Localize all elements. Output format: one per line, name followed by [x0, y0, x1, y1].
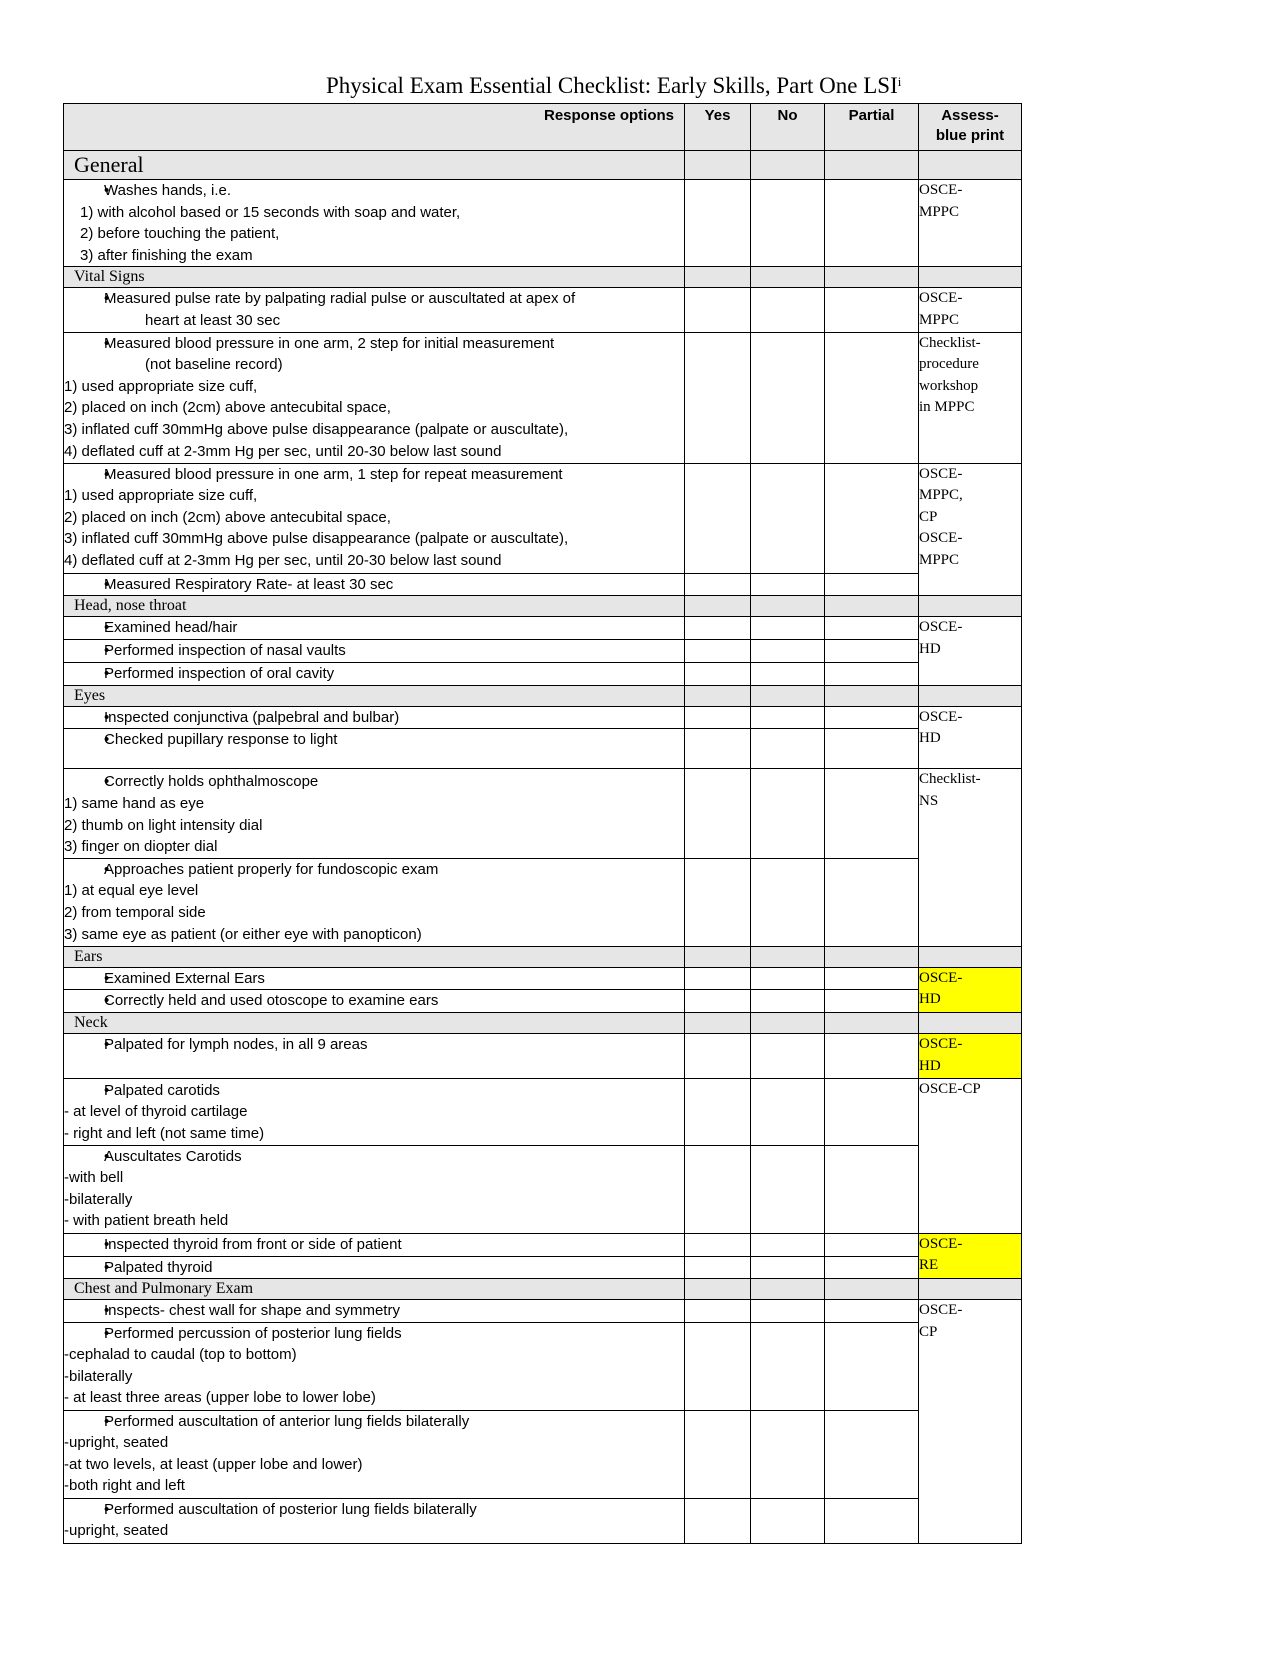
checklist-row-nasal — [64, 639, 1022, 662]
partial-cell[interactable] — [825, 639, 919, 662]
yes-cell[interactable] — [685, 1410, 751, 1498]
no-cell[interactable] — [751, 332, 825, 463]
partial-cell[interactable] — [825, 1145, 919, 1233]
section-row-ears — [64, 946, 1022, 967]
item-text: • Measured pulse rate by palpating radial pulse or auscultated at apex of heart at least 30 sec — [64, 288, 685, 332]
yes-cell[interactable] — [685, 1233, 751, 1256]
item-text: • Measured blood pressure in one arm, 1 step for repeat measurement 1) used appropriate size cuff, 2) placed on inch (2cm) above antecubital space, 3) inflated cuff 30mmHg above pulse disappearance (palpate or auscultate), 4) deflated cuff at 2-3mm Hg per sec, until 20-30 below last sound — [64, 463, 685, 573]
yes-cell[interactable] — [685, 1145, 751, 1233]
item-text: • Checked pupillary response to light — [64, 729, 685, 769]
item-text: • Performed inspection of nasal vaults — [64, 639, 685, 662]
page-title: Physical Exam Essential Checklist: Early Skills, Part One LSI$^i$ — [326, 73, 902, 98]
no-cell[interactable] — [751, 1498, 825, 1543]
no-cell[interactable] — [751, 729, 825, 769]
item-text: • Palpated thyroid — [64, 1256, 685, 1279]
assess-blueprint-header: Assess- blue print — [919, 104, 1022, 151]
no-cell[interactable] — [751, 967, 825, 990]
yes-cell[interactable] — [685, 639, 751, 662]
blueprint-cell: OSCE-CP — [919, 1078, 1022, 1233]
section-title: Ears — [64, 946, 685, 967]
yes-cell[interactable] — [685, 617, 751, 640]
blueprint-cell-highlighted: OSCE- HD — [919, 1034, 1022, 1078]
no-cell[interactable] — [751, 858, 825, 946]
partial-cell[interactable] — [825, 180, 919, 267]
response-options-header: Response options — [64, 104, 685, 151]
partial-cell[interactable] — [825, 1322, 919, 1410]
yes-cell[interactable] — [685, 1498, 751, 1543]
partial-cell[interactable] — [825, 1078, 919, 1145]
partial-cell[interactable] — [825, 1300, 919, 1323]
no-cell[interactable] — [751, 662, 825, 685]
no-cell[interactable] — [751, 1256, 825, 1279]
section-title: Head, nose throat — [64, 596, 685, 617]
yes-cell[interactable] — [685, 967, 751, 990]
partial-cell[interactable] — [825, 662, 919, 685]
checklist-row-palpated-thyroid — [64, 1256, 1022, 1279]
checklist-row-conjunctiva — [64, 706, 1022, 729]
yes-cell[interactable] — [685, 1322, 751, 1410]
partial-cell[interactable] — [825, 967, 919, 990]
yes-cell[interactable] — [685, 769, 751, 858]
item-text: • Auscultates Carotids -with bell -bilaterally - with patient breath held — [64, 1145, 685, 1233]
item-text: • Performed percussion of posterior lung fields -cephalad to caudal (top to bottom) -bilaterally - at least three areas (upper lobe to lower lobe) — [64, 1322, 685, 1410]
section-title: Neck — [64, 1013, 685, 1034]
item-text: • Examined External Ears — [64, 967, 685, 990]
partial-cell[interactable] — [825, 729, 919, 769]
no-cell[interactable] — [751, 1145, 825, 1233]
section-title: Eyes — [64, 685, 685, 706]
yes-cell[interactable] — [685, 990, 751, 1013]
checklist-row-posterior-auscultation — [64, 1498, 1022, 1543]
checklist-row-chest-wall — [64, 1300, 1022, 1323]
blueprint-cell: Checklist- procedure workshop in MPPC — [919, 332, 1022, 463]
blueprint-cell: OSCE- MPPC — [919, 180, 1022, 267]
yes-cell[interactable] — [685, 706, 751, 729]
no-cell[interactable] — [751, 573, 825, 596]
no-cell[interactable] — [751, 1322, 825, 1410]
item-text: • Inspected thyroid from front or side of patient — [64, 1233, 685, 1256]
section-row-chest — [64, 1279, 1022, 1300]
item-text: • Performed auscultation of anterior lung fields bilaterally -upright, seated -at two levels, at least (upper lobe and lower) -both right and left — [64, 1410, 685, 1498]
yes-cell[interactable] — [685, 1300, 751, 1323]
blueprint-cell: Checklist- NS — [919, 769, 1022, 946]
item-text: • Approaches patient properly for fundoscopic exam 1) at equal eye level 2) from temporal side 3) same eye as patient (or either eye with panopticon) — [64, 858, 685, 946]
checklist-row-anterior-auscultation — [64, 1410, 1022, 1498]
item-text: • Palpated for lymph nodes, in all 9 areas — [64, 1034, 685, 1078]
item-text: • Measured blood pressure in one arm, 2 step for initial measurement (not baseline record) 1) used appropriate size cuff, 2) placed on inch (2cm) above antecubital space, 3) inflated cuff 30mmHg above pulse disappearance (palpate or auscultate), 4) deflated cuff at 2-3mm Hg per sec, until 20-30 below last sound — [64, 332, 685, 463]
yes-cell[interactable] — [685, 858, 751, 946]
item-text: • Performed auscultation of posterior lung fields bilaterally -upright, seated — [64, 1498, 685, 1543]
no-cell[interactable] — [751, 1233, 825, 1256]
checklist-table — [63, 103, 1022, 1544]
item-text: • Inspects- chest wall for shape and symmetry — [64, 1300, 685, 1323]
item-text: • Measured Respiratory Rate- at least 30 sec — [64, 573, 685, 596]
partial-cell[interactable] — [825, 769, 919, 858]
partial-cell[interactable] — [825, 1410, 919, 1498]
checklist-row-percussion — [64, 1322, 1022, 1410]
item-text: • Palpated carotids - at level of thyroid cartilage - right and left (not same time) — [64, 1078, 685, 1145]
no-cell[interactable] — [751, 288, 825, 332]
header-row — [64, 104, 1022, 151]
partial-cell[interactable] — [825, 288, 919, 332]
blueprint-cell-highlighted: OSCE- RE — [919, 1233, 1022, 1279]
checklist-row-otoscope — [64, 990, 1022, 1013]
yes-cell[interactable] — [685, 1078, 751, 1145]
no-cell[interactable] — [751, 1078, 825, 1145]
no-cell[interactable] — [751, 639, 825, 662]
section-title: General — [64, 151, 685, 180]
blueprint-cell: OSCE- MPPC, CP OSCE- MPPC — [919, 463, 1022, 596]
partial-cell[interactable] — [825, 1233, 919, 1256]
section-row-eyes — [64, 685, 1022, 706]
blueprint-cell-highlighted: OSCE- HD — [919, 967, 1022, 1013]
item-text: • Correctly held and used otoscope to examine ears — [64, 990, 685, 1013]
yes-cell[interactable] — [685, 729, 751, 769]
item-text: • Examined head/hair — [64, 617, 685, 640]
partial-header: Partial — [825, 104, 919, 151]
checklist-row-lymph-nodes — [64, 1034, 1022, 1078]
partial-cell[interactable] — [825, 706, 919, 729]
checklist-row-bp-repeat — [64, 463, 1022, 573]
blueprint-cell: OSCE- CP — [919, 1300, 1022, 1544]
no-header: No — [751, 104, 825, 151]
checklist-row-external-ears — [64, 967, 1022, 990]
section-title: Chest and Pulmonary Exam — [64, 1279, 685, 1300]
blueprint-cell: OSCE- HD — [919, 617, 1022, 686]
blueprint-cell: OSCE- MPPC — [919, 288, 1022, 332]
checklist-row-head-hair — [64, 617, 1022, 640]
partial-cell[interactable] — [825, 990, 919, 1013]
partial-cell[interactable] — [825, 463, 919, 573]
section-title: Vital Signs — [64, 267, 685, 288]
checklist-row-wash-hands — [64, 180, 1022, 267]
checklist-row-pupillary — [64, 729, 1022, 769]
no-cell[interactable] — [751, 706, 825, 729]
yes-cell[interactable] — [685, 463, 751, 573]
yes-cell[interactable] — [685, 662, 751, 685]
blueprint-cell: OSCE- HD — [919, 706, 1022, 769]
partial-cell[interactable] — [825, 573, 919, 596]
yes-cell[interactable] — [685, 332, 751, 463]
checklist-row-inspected-thyroid — [64, 1233, 1022, 1256]
checklist-row-bp-initial — [64, 332, 1022, 463]
section-row-head — [64, 596, 1022, 617]
partial-cell[interactable] — [825, 1498, 919, 1543]
no-cell[interactable] — [751, 769, 825, 858]
checklist-row-oral — [64, 662, 1022, 685]
no-cell[interactable] — [751, 463, 825, 573]
partial-cell[interactable] — [825, 332, 919, 463]
checklist-row-palpated-carotids — [64, 1078, 1022, 1145]
no-cell[interactable] — [751, 990, 825, 1013]
item-text: • Correctly holds ophthalmoscope 1) same hand as eye 2) thumb on light intensity dial 3) finger on diopter dial — [64, 769, 685, 858]
section-row-general — [64, 151, 1022, 180]
no-cell[interactable] — [751, 617, 825, 640]
no-cell[interactable] — [751, 180, 825, 267]
yes-cell[interactable] — [685, 1034, 751, 1078]
section-row-neck — [64, 1013, 1022, 1034]
checklist-row-resp-rate — [64, 573, 1022, 596]
yes-cell[interactable] — [685, 573, 751, 596]
yes-cell[interactable] — [685, 288, 751, 332]
no-cell[interactable] — [751, 1300, 825, 1323]
no-cell[interactable] — [751, 1410, 825, 1498]
yes-cell[interactable] — [685, 1256, 751, 1279]
partial-cell[interactable] — [825, 1256, 919, 1279]
partial-cell[interactable] — [825, 1034, 919, 1078]
partial-cell[interactable] — [825, 858, 919, 946]
checklist-row-pulse — [64, 288, 1022, 332]
partial-cell[interactable] — [825, 617, 919, 640]
item-text: • Inspected conjunctiva (palpebral and bulbar) — [64, 706, 685, 729]
yes-cell[interactable] — [685, 180, 751, 267]
item-text: • Washes hands, i.e. 1) with alcohol based or 15 seconds with soap and water, 2) before touching the patient, 3) after finishing the exam — [64, 180, 685, 267]
item-text: • Performed inspection of oral cavity — [64, 662, 685, 685]
checklist-row-fundoscopic — [64, 858, 1022, 946]
no-cell[interactable] — [751, 1034, 825, 1078]
checklist-row-auscultates-carotids — [64, 1145, 1022, 1233]
checklist-row-ophthalmoscope — [64, 769, 1022, 858]
yes-header: Yes — [685, 104, 751, 151]
section-row-vital-signs — [64, 267, 1022, 288]
